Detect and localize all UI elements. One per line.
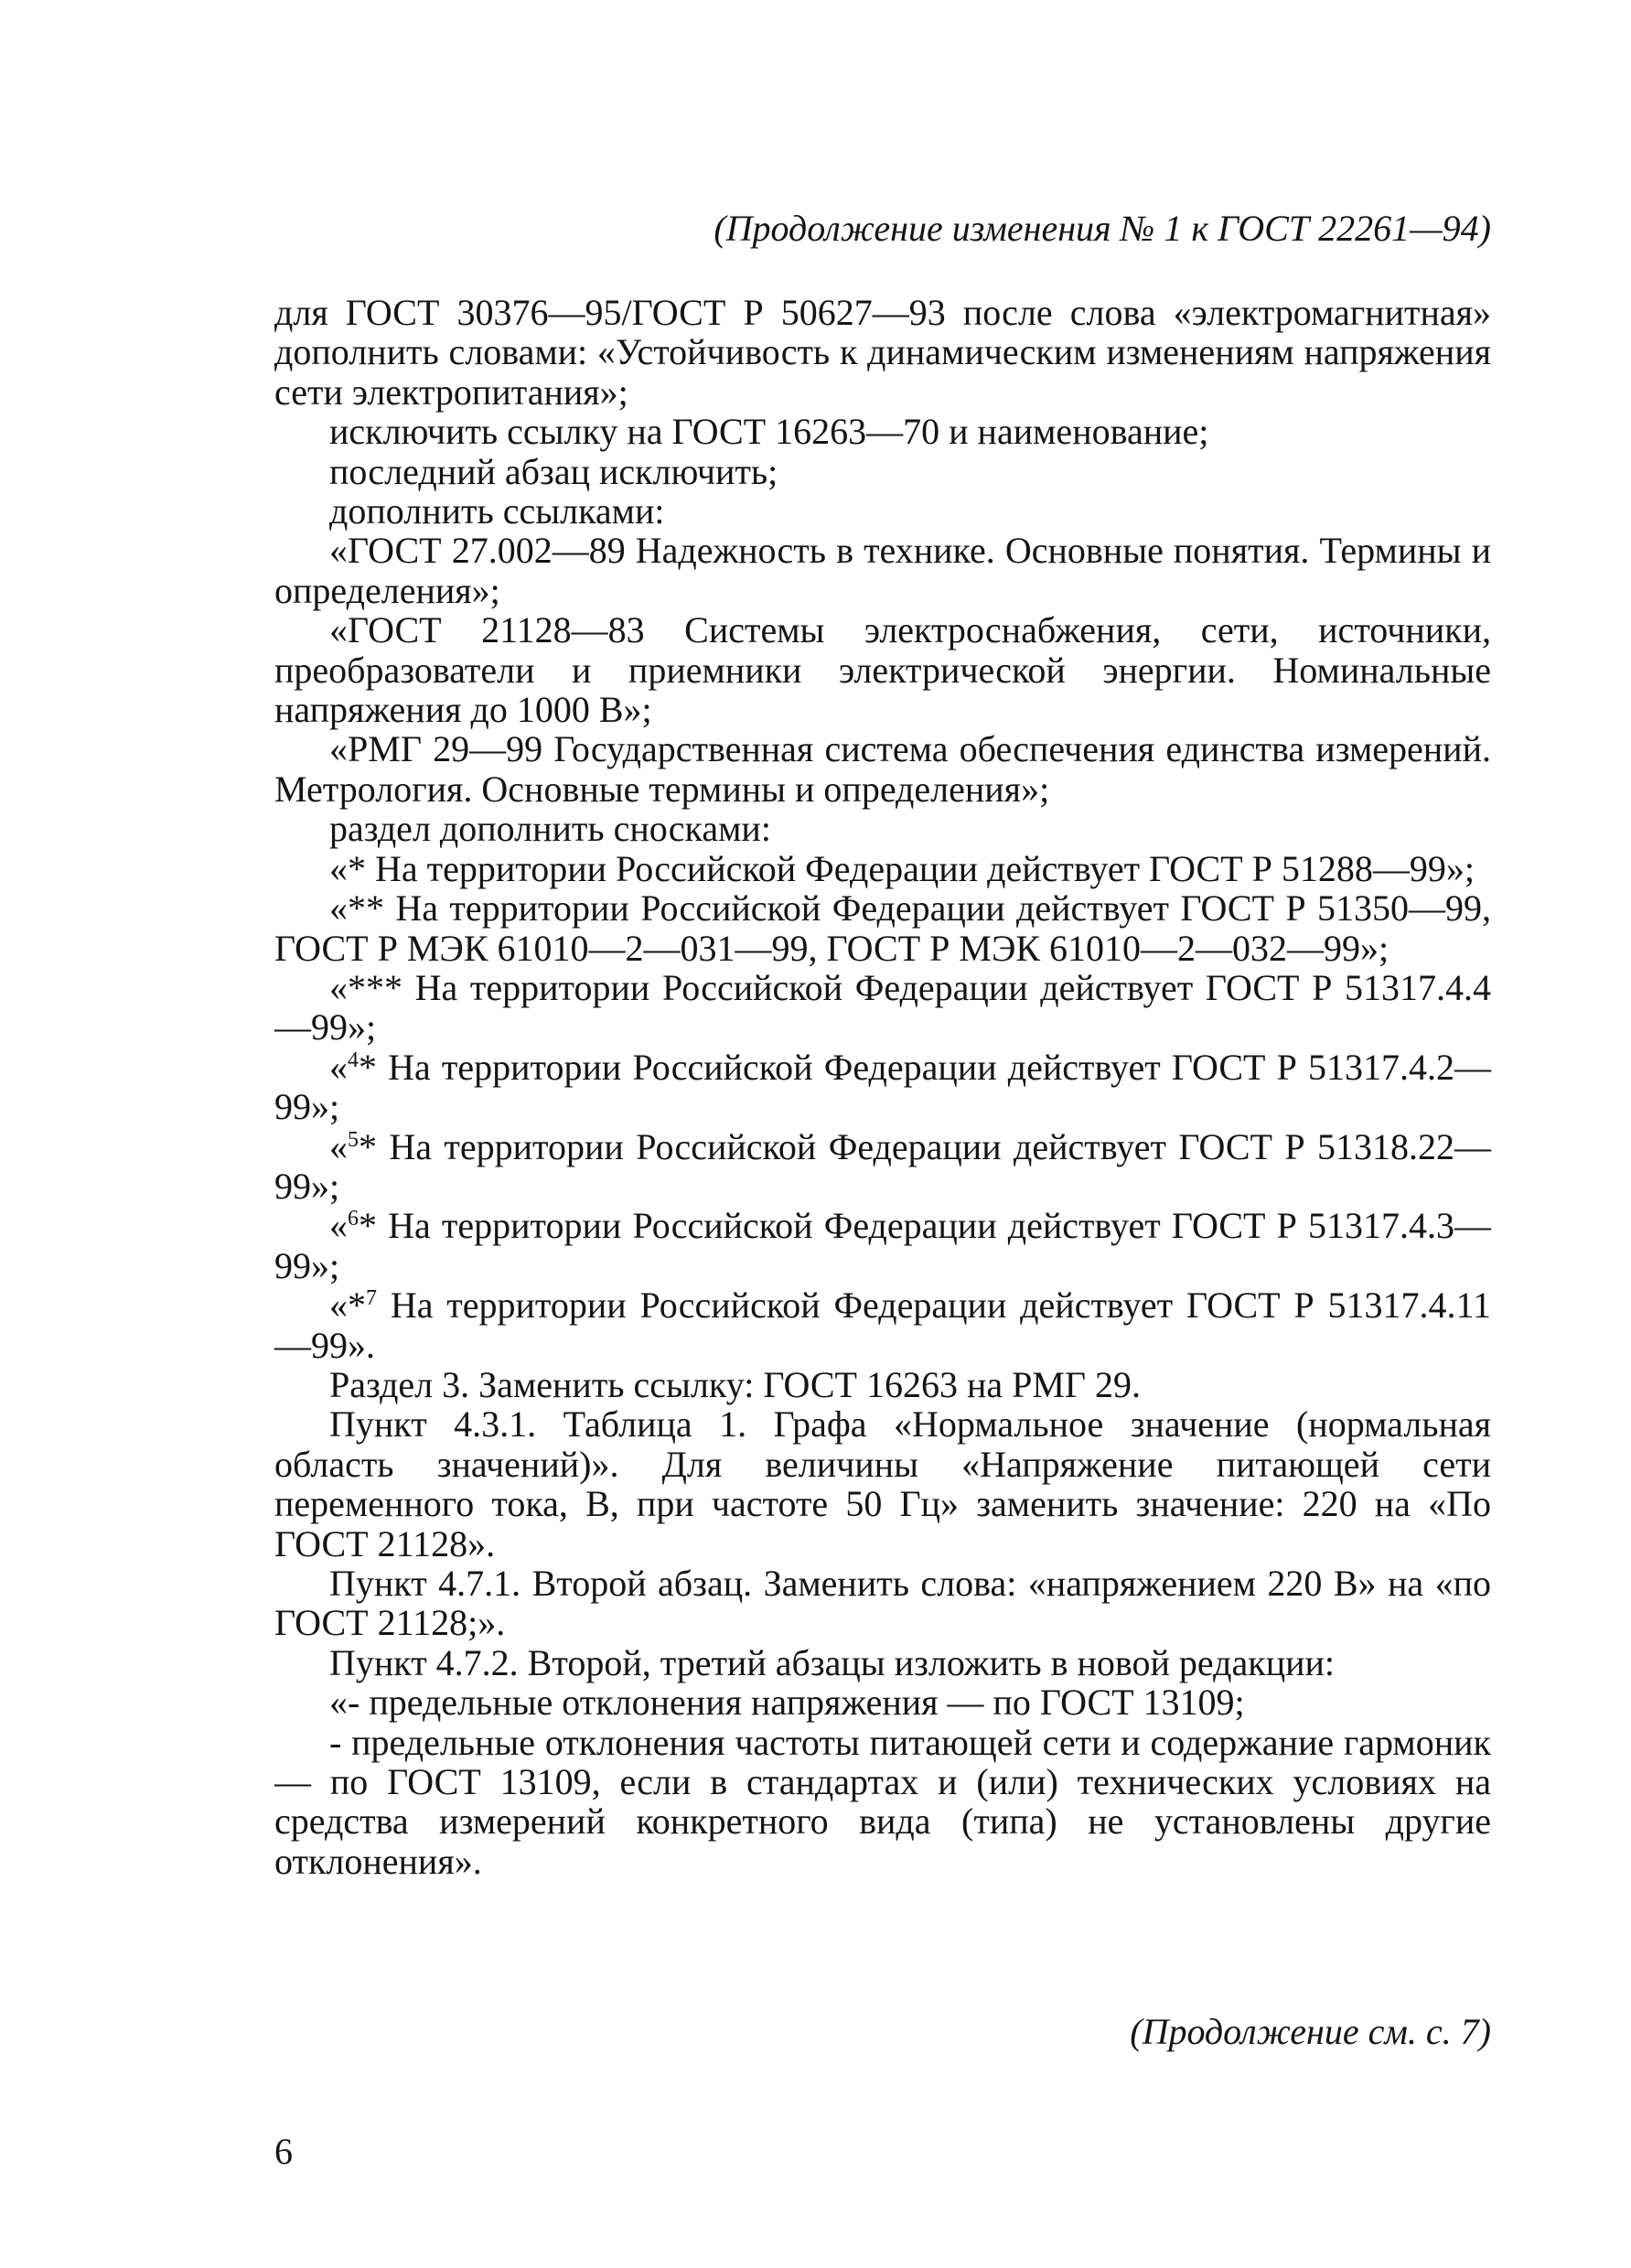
footnote-6-open: « <box>329 1205 348 1247</box>
paragraph-item-4-7-1: Пункт 4.7.1. Второй абзац. Заменить слова: «напряжением 220 В» на «по ГОСТ 21128;». <box>274 1563 1491 1644</box>
continuation-header: (Продолжение изменения № 1 к ГОСТ 22261—94) <box>714 208 1491 249</box>
footnote-5-open: « <box>329 1125 348 1167</box>
paragraph-rmg-29: «РМГ 29—99 Государственная система обеспечения единства измерений. Метрология. Основные термины и определения»; <box>274 728 1491 810</box>
paragraph-add-references: дополнить ссылками: <box>329 490 665 532</box>
document-body <box>274 293 1491 1881</box>
footnote-4 <box>274 1048 1491 1127</box>
paragraph-gost-21128: «ГОСТ 21128—83 Системы электроснабжения, сети, источники, преобразователи и приемники электрической энергии. Номинальные напряжения до 1000 В»; <box>274 609 1491 731</box>
footnote-5-superscript: 5 <box>348 1127 359 1152</box>
footnote-5-text: * На территории Российской Федерации действует ГОСТ Р 51318.22—99»; <box>274 1125 1491 1207</box>
paragraph-frequency-deviation: - предельные отклонения частоты питающей сети и содержание гармоник — по ГОСТ 13109, если в стандартах и (или) технических условиях на средства измерений конкретного вида (типа) не установлены другие отклонения». <box>274 1721 1491 1882</box>
paragraph-exclude-reference: исключить ссылку на ГОСТ 16263—70 и наименование; <box>329 411 1209 453</box>
footnote-4-open: « <box>329 1046 348 1088</box>
footnote-6-superscript: 6 <box>348 1207 359 1231</box>
paragraph-references-intro: для ГОСТ 30376—95/ГОСТ Р 50627—93 после слова «электромагнитная» дополнить словами: «Устойчивость к динамическим изменениям напряжения сети электропитания»; <box>274 292 1491 413</box>
continuation-footer: (Продолжение см. с. 7) <box>1130 2011 1491 2052</box>
paragraph-add-footnotes: раздел дополнить сносками: <box>329 808 771 850</box>
paragraph-item-4-3-1: Пункт 4.3.1. Таблица 1. Графа «Нормальное значение (нормальная область значений)». Для величины «Напряжение питающей сети переменного тока, В, при частоте 50 Гц» заменить значение: 220 на «По ГОСТ 21128». <box>274 1403 1491 1564</box>
paragraph-exclude-last: последний абзац исключить; <box>329 450 778 492</box>
footnote-7-open: «* <box>329 1284 366 1327</box>
footnote-7-superscript: 7 <box>366 1286 377 1311</box>
footnote-7-text: На территории Российской Федерации действует ГОСТ Р 51317.4.11—99». <box>274 1284 1491 1366</box>
paragraph-item-4-7-2: Пункт 4.7.2. Второй, третий абзацы изложить в новой редакции: <box>329 1641 1336 1683</box>
footnote-4-text: * На территории Российской Федерации действует ГОСТ Р 51317.4.2—99»; <box>274 1046 1491 1128</box>
footnote-3: «*** На территории Российской Федерации действует ГОСТ Р 51317.4.4—99»; <box>274 966 1491 1048</box>
footnote-6-text: * На территории Российской Федерации действует ГОСТ Р 51317.4.3—99»; <box>274 1205 1491 1286</box>
page-number: 6 <box>274 2131 293 2172</box>
paragraph-voltage-deviation: «- предельные отклонения напряжения — по ГОСТ 13109; <box>329 1682 1245 1724</box>
paragraph-gost-27002: «ГОСТ 27.002—89 Надежность в технике. Основные понятия. Термины и определения»; <box>274 530 1491 611</box>
footnote-6 <box>274 1206 1491 1285</box>
paragraph-section-3: Раздел 3. Заменить ссылку: ГОСТ 16263 на РМГ 29. <box>329 1363 1142 1405</box>
footnote-7 <box>274 1285 1491 1365</box>
footnote-2: «** На территории Российской Федерации действует ГОСТ Р 51350—99, ГОСТ Р МЭК 61010—2—031—99, ГОСТ Р МЭК 61010—2—032—99»; <box>274 887 1491 969</box>
footnote-1: «* На территории Российской Федерации действует ГОСТ Р 51288—99»; <box>329 847 1475 889</box>
footnote-4-superscript: 4 <box>348 1048 359 1072</box>
footnote-5 <box>274 1127 1491 1207</box>
